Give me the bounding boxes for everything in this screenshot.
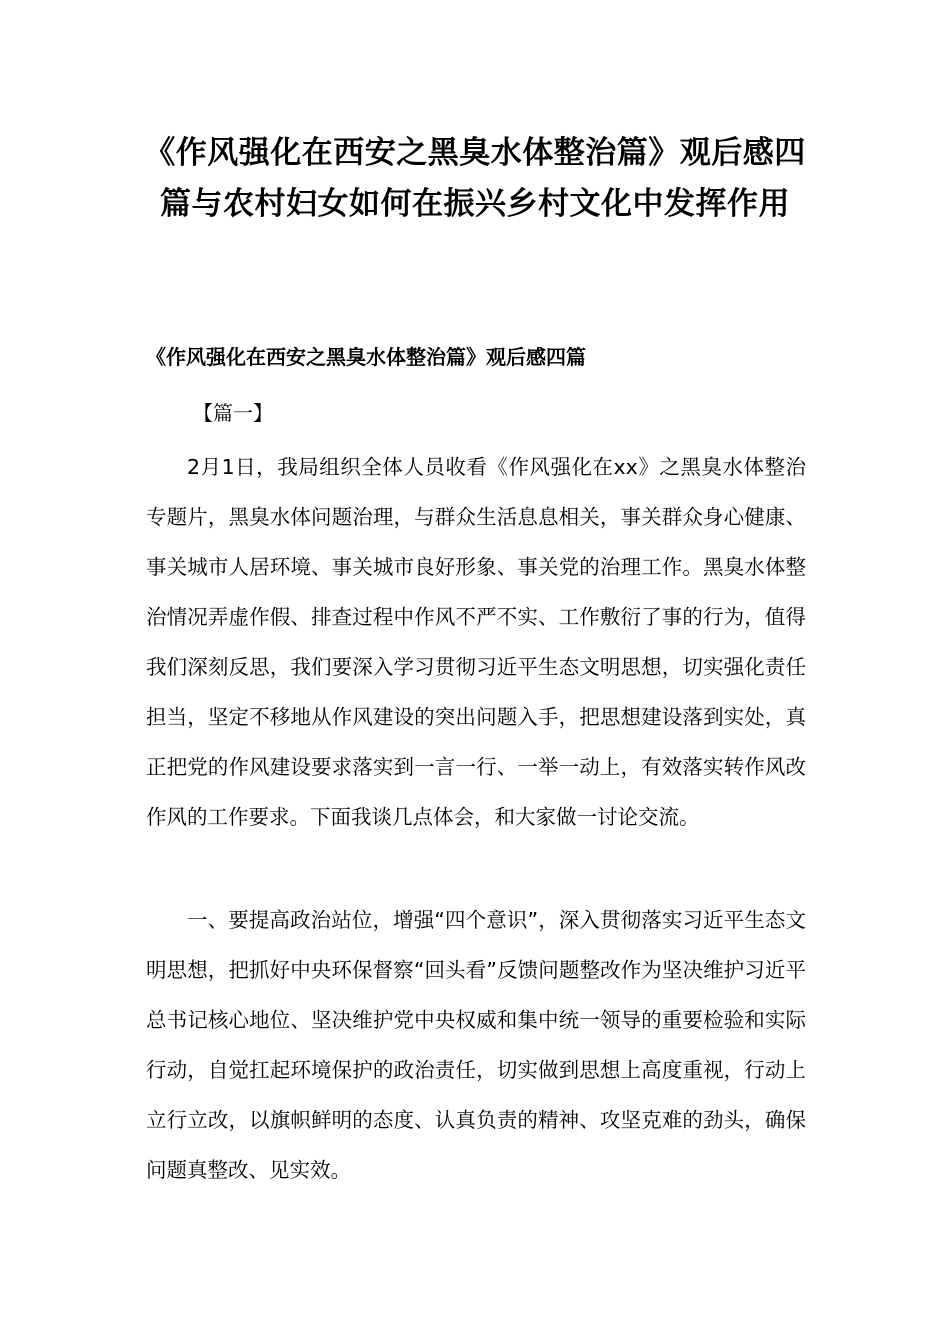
section-heading: 《作风强化在西安之黑臭水体整治篇》观后感四篇: [146, 345, 586, 369]
body-paragraph: 2月1日，我局组织全体人员收看《作风强化在xx》之黑臭水体整治专题片，黑臭水体问题治理，与群众生活息息相关，事关群众身心健康、事关城市人居环境、事关城市良好形象、事关党的治理工作。黑臭水体整治情况弄虚作假、排查过程中作风不严不实、工作敷衍了事的行为，值得我们深刻反思，我们要深入学习贯彻习近平生态文明思想，切实强化责任担当，坚定不移地从作风建设的突出问题入手，把思想建设落到实处，真正把党的作风建设要求落实到一言一行、一举一动上，有效落实转作风改作风的工作要求。下面我谈几点体会，和大家做一讨论交流。: [146, 455, 806, 829]
document-title: 《作风强化在西安之黑臭水体整治篇》观后感四篇与农村妇女如何在振兴乡村文化中发挥作用: [144, 135, 806, 222]
body-paragraph: 一、要提高政治站位，增强“四个意识”，深入贯彻落实习近平生态文明思想，把抓好中央环保督察“回头看”反馈问题整改作为坚决维护习近平总书记核心地位、坚决维护党中央权威和集中统一领导的重要检验和实际行动，自觉扛起环境保护的政治责任，切实做到思想上高度重视，行动上立行立改，以旗帜鲜明的态度、认真负责的精神、攻坚克难的劲头，确保问题真整改、见实效。: [146, 908, 806, 1182]
subsection-label: 【篇一】: [193, 401, 273, 425]
